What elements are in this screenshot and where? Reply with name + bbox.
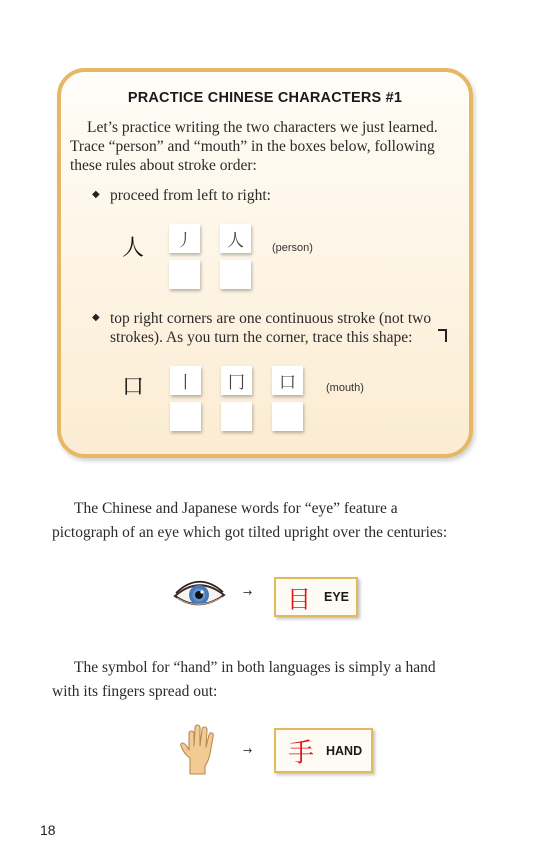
mouth-stroke-cell-1: 丨 [170, 366, 201, 395]
eye-word-card [274, 577, 358, 617]
mouth-trace-cell-2[interactable] [221, 402, 252, 431]
person-caption: (person) [272, 242, 313, 254]
mouth-stroke-cell-2: 冂 [221, 366, 252, 395]
mouth-stroke-cell-3: 口 [272, 366, 303, 395]
corner-stroke-icon [438, 329, 447, 342]
person-trace-cell-1[interactable] [169, 260, 200, 289]
mouth-trace-cell-1[interactable] [170, 402, 201, 431]
bullet-diamond-icon: ◆ [92, 189, 100, 200]
hand-word-card [274, 728, 373, 773]
bullet-diamond-icon: ◆ [92, 312, 100, 323]
person-character: 人 [122, 236, 145, 261]
rule-continuous-corner [110, 309, 460, 347]
rule-left-to-right: proceed from left to right: [110, 187, 271, 204]
practice-box-title: PRACTICE CHINESE CHARACTERS #1 [127, 90, 403, 106]
arrow-right-icon: → [243, 586, 253, 599]
person-trace-cell-2[interactable] [220, 260, 251, 289]
mouth-character: 口 [122, 375, 145, 400]
hand-kanji: 手 [288, 738, 315, 768]
hand-icon [178, 724, 218, 776]
eye-icon [173, 579, 226, 611]
hand-paragraph: The symbol for “hand” in both languages is simply a hand with its fingers spread out: [52, 659, 436, 700]
eye-kanji: 目 [287, 585, 311, 614]
eye-paragraph: The Chinese and Japanese words for “eye” feature a pictograph of an eye which got tilted upright over the centuries: [52, 500, 448, 541]
mouth-caption: (mouth) [326, 382, 364, 394]
practice-intro: Let’s practice writing the two characters we just learned. Trace “person” and “mouth” in the boxes below, following these rules about stroke order: [70, 119, 438, 174]
person-stroke-cell-1: 丿 [169, 224, 200, 253]
arrow-right-icon: → [243, 744, 253, 757]
mouth-trace-cell-3[interactable] [272, 402, 303, 431]
person-stroke-cell-2: 人 [220, 224, 251, 253]
eye-word: EYE [324, 590, 350, 604]
page-number: 18 [40, 822, 56, 838]
hand-word: HAND [326, 743, 363, 758]
rule-continuous-corner-text: top right corners are one continuous stroke (not two strokes). As you turn the corner, trace this shape: [110, 310, 432, 346]
